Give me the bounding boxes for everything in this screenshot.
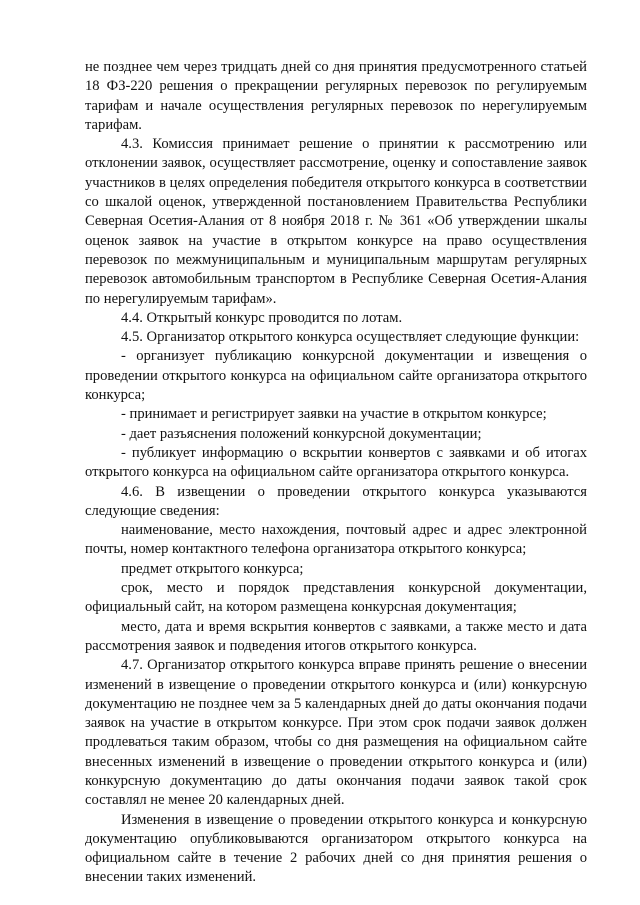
paragraph-changes: Изменения в извещение о проведении открытого конкурса и конкурсную документацию опубликовываются организатором открытого конкурса на официальном сайте в течение 2 рабочих дней со дня принятия решения о внесении таких изменений. <box>85 811 587 886</box>
document-body <box>85 58 587 888</box>
list-item-registration: - принимает и регистрирует заявки на участие в открытом конкурсе; <box>121 406 547 423</box>
paragraph-4-7: 4.7. Организатор открытого конкурса вправе принять решение о внесении изменений в извещение о проведении открытого конкурса и (или) конкурсную документацию не позднее чем за 5 календарных дней до даты окончания подачи заявок на участие в открытом конкурсе. При этом срок подачи заявок должен продлеваться таким образом, чтобы со дня размещения на официальном сайте внесенных изменений в извещение о проведении открытого конкурса и (или) конкурсную документацию до даты окончания подачи заявок такой срок составлял не менее 20 календарных дней. <box>85 657 587 809</box>
paragraph-4-3: 4.3. Комиссия принимает решение о принятии к рассмотрению или отклонении заявок, осуществляет рассмотрение, оценку и сопоставление заявок участников в целях определения победителя открытого конкурса в соответствии со шкалой оценок, утвержденной постановлением Правительства Республики Северная Осетия-Алания от 8 ноября 2018 г. № 361 «Об утверждении шкалы оценок заявок на участие в открытом конкурсе на право осуществления перевозок по межмуниципальным и муниципальным маршрутам регулярных перевозок автомобильным транспортом в Республике Северная Осетия-Алания по нерегулируемым тарифам». <box>85 136 587 307</box>
list-item-results: - публикует информацию о вскрытии конвертов с заявками и об итогах открытого конкурса на официальном сайте организатора открытого конкурса. <box>85 444 587 481</box>
paragraph-continuation: не позднее чем через тридцать дней со дня принятия предусмотренного статьей 18 ФЗ-220 решения о прекращении регулярных перевозок по регулируемым тарифам и начале осуществления регулярных перевозок по нерегулируемым тарифам. <box>85 59 587 133</box>
notice-item-opening: место, дата и время вскрытия конвертов с заявками, а также место и дата рассмотрения заявок и подведения итогов открытого конкурса. <box>85 618 587 654</box>
notice-item-subject: предмет открытого конкурса; <box>121 560 304 577</box>
notice-item-documentation: срок, место и порядок представления конкурсной документации, официальный сайт, на котором размещена конкурсная документация; <box>85 580 587 616</box>
notice-item-organizer: наименование, место нахождения, почтовый адрес и адрес электронной почты, номер контактного телефона организатора открытого конкурса; <box>85 522 587 558</box>
paragraph-4-4: 4.4. Открытый конкурс проводится по лотам. <box>121 309 403 326</box>
paragraph-4-5: 4.5. Организатор открытого конкурса осуществляет следующие функции: <box>121 329 580 346</box>
list-item-clarification: - дает разъяснения положений конкурсной документации; <box>121 425 482 442</box>
list-item-publication: - организует публикацию конкурсной документации и извещения о проведении открытого конкурса на официальном сайте организатора открытого конкурса; <box>85 348 587 404</box>
paragraph-4-6: 4.6. В извещении о проведении открытого конкурса указываются следующие сведения: <box>85 483 587 519</box>
